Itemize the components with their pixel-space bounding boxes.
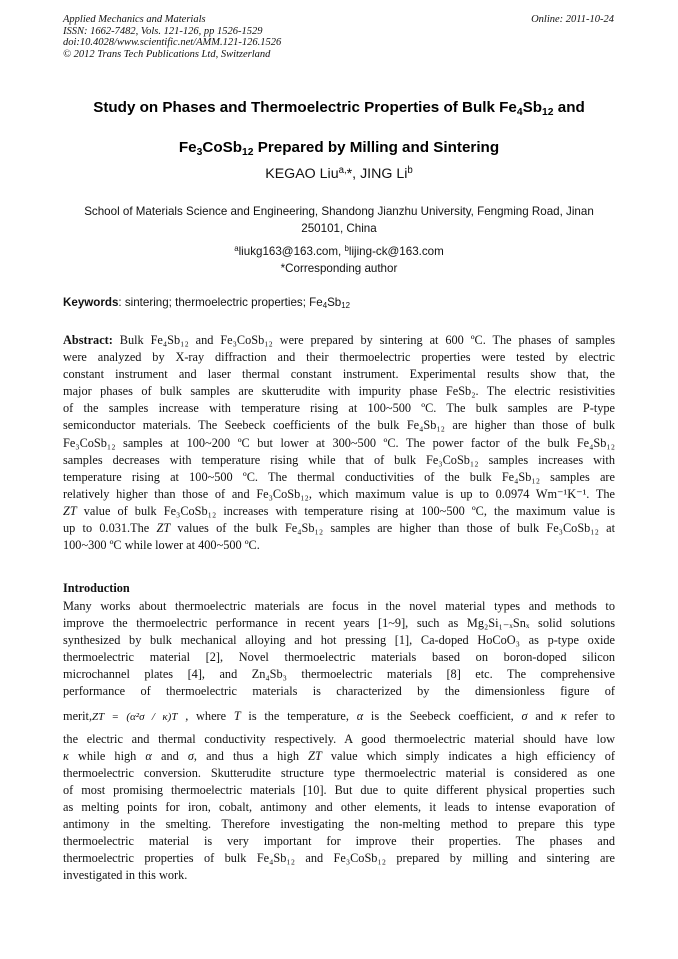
title-line-1: Study on Phases and Thermoelectric Properties of Bulk $Fe_4Sb_{12}$ and xyxy=(93,99,585,119)
doi-line: doi:10.4028/www.scientific.net/AMM.121-126.1526 xyxy=(63,37,282,48)
abstract-label: Abstract: xyxy=(63,333,113,347)
copyright-line: © 2012 Trans Tech Publications Ltd, Switzerland xyxy=(63,48,271,60)
author-emails: $^a$liukg163@163.com, $^b$lijing-ck@163.com *Corresponding author xyxy=(40,244,638,277)
author-list: KEGAO Liu$^{a,}$*, JING Li$^b$ xyxy=(265,165,413,182)
formula-line: merit,ZT = (α²σ / κ)T , where T is the temperature, α is the Seebeck coefficient, σ and κ refer to xyxy=(63,708,616,723)
section-heading-introduction: Introduction xyxy=(63,581,130,595)
email-b[interactable]: lijing-ck@163.com xyxy=(348,245,444,258)
online-date: Online: 2011-10-24 xyxy=(531,14,614,25)
zt-formula: ZT = (α²σ / κ)T xyxy=(92,710,178,723)
issn-line: ISSN: 1662-7482, Vols. 121-126, pp 1526-1529 xyxy=(63,25,263,37)
introduction-body: Many works about thermoelectric materials are focus in the novel material types and methods to improve the thermoelectric performance in recent years [1~9], such as Mg₂Si₁₋ₓSnₓ solid solutions synthesized by bulk mechanical alloying and hot pressing [1], Ca-doped HoCoO₃ as p-type oxide thermoelectric material [2], Novel thermoelectric materials based on boron-doped silicon microchannel plates [4], and Zn₄Sb₃ thermoelectric materials [8] etc. The comprehensive performance of thermoelectric materials is characterized by the dimensionless figure of merit,ZT = (α²σ / κ)T , where T is the temperature, α is the Seebeck coefficient, σ and κ refer to the electric and thermal conductivity respectively. A good thermoelectric material should have low κ while high α and σ, and thus a high ZT value which simply indicates a high efficiency of thermoelectric conversion. Skutterudite structure type thermoelectric material is considered as one of most promising thermoelectric materials [10]. But due to quite different physical properties such as melting points for iron, cobalt, antimony and other elements, it leads to intense evaporation of antimony in the smelting. Therefore investigating the non-melting method to prepare this type thermoelectric material is very important for improve their properties. The phases and thermoelectric properties of bulk Fe₄Sb₁₂ and Fe₃CoSb₁₂ prepared by milling and sintering are investigated in this work. xyxy=(63,599,616,883)
keywords: Keywords: sintering; thermoelectric properties; $Fe_4Sb_{12}$ xyxy=(63,296,351,311)
author-2: JING Li xyxy=(360,166,408,182)
journal-header xyxy=(63,14,483,60)
author-1: KEGAO Liu xyxy=(265,166,339,182)
journal-name: Applied Mechanics and Materials xyxy=(63,14,206,25)
email-a[interactable]: liukg163@163.com, xyxy=(238,245,345,258)
abstract: Abstract: Bulk Fe₄Sb₁₂ and Fe₃CoSb₁₂ were prepared by sintering at 600 ºC. The phases of samples were analyzed by X-ray diffraction and their thermoelectric properties were tested by electric constant instrument and laser thermal constant instrument. Experimental results show that, the major phases of bulk samples are skutterudite with impurity phase FeSb₂. The electric resistivities of the samples increase with temperature rising at 100~500 ºC. The bulk samples are P-type semiconductor materials. The Seebeck coefficients of the bulk Fe₄Sb₁₂ are higher than those of bulk Fe₃CoSb₁₂ samples at 100~200 ºC but lower at 300~500 ºC. The power factor of the bulk Fe₄Sb₁₂ samples decreases with temperature rising while that of bulk Fe₃CoSb₁₂ samples increases with temperature rising at 100~500 ºC. The thermal conductivities of the bulk Fe₄Sb₁₂ samples are relatively higher than those of and Fe₃CoSb₁₂, which maximum value is up to 0.0974 Wm⁻¹K⁻¹. The ZT value of bulk Fe₃CoSb₁₂ increases with temperature rising at 100~500 ºC, the maximum value is up to 0.031.The ZT values of the bulk Fe₄Sb₁₂ samples are higher than those of bulk Fe₃CoSb₁₂ at 100~300 ºC while lower at 400~500 ºC. xyxy=(63,333,616,553)
affiliation: School of Materials Science and Engineering, Shandong Jianzhu University, Fengming Road, Jinan 250101, China xyxy=(84,205,594,235)
paper-title xyxy=(40,88,638,168)
corresponding-author-note: *Corresponding author xyxy=(280,261,398,275)
title-line-2: $Fe_3CoSb_{12}$ Prepared by Milling and Sintering xyxy=(178,139,500,159)
